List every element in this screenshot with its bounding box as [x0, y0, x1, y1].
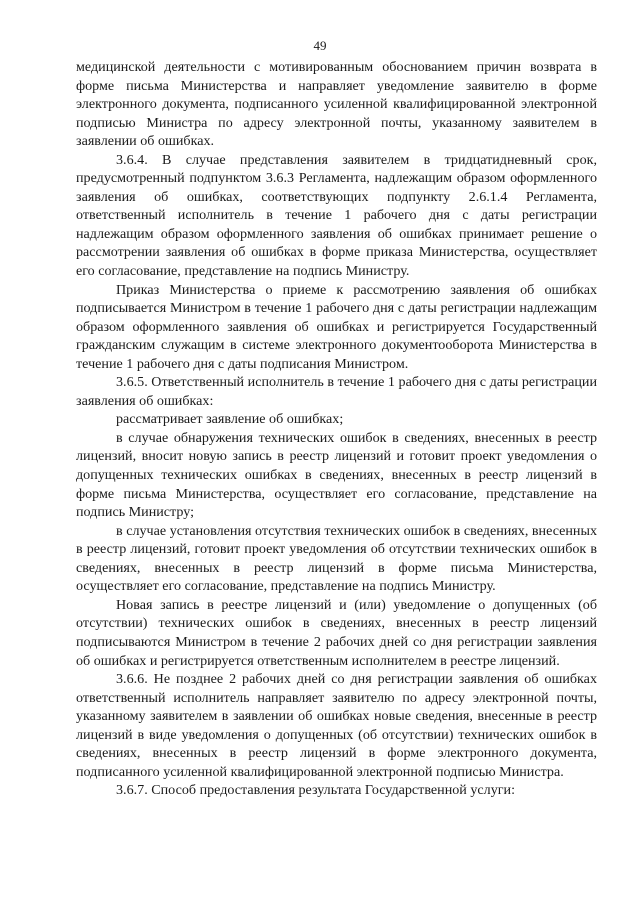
- paragraph: в случае обнаружения технических ошибок в сведениях, внесенных в реестр лицензий, вносит новую запись в реестр лицензий и готовит проект уведомления о допущенных технических ошибках в сведениях, внесенных в реестр лицензий в форме письма Министерства, осуществляет его согласование, представление на подпись Министру;: [76, 429, 597, 521]
- document-body: [76, 58, 597, 800]
- paragraph: 3.6.5. Ответственный исполнитель в течение 1 рабочего дня с даты регистрации заявления об ошибках:: [76, 374, 597, 409]
- paragraph: рассматривает заявление об ошибках;: [116, 411, 344, 428]
- paragraph: 3.6.7. Способ предоставления результата Государственной услуги:: [116, 782, 515, 799]
- paragraph: Приказ Министерства о приеме к рассмотрению заявления об ошибках подписывается Министром в течение 1 рабочего дня с даты регистрации надлежащим образом оформленного заявления об ошибках и регистрируется Государственный гражданским служащим в системе электронного документооборота Министерства в течение 1 рабочего дня с даты подписания Министром.: [76, 281, 597, 372]
- paragraph: медицинской деятельности с мотивированным обоснованием причин возврата в форме письма Министерства и направляет уведомление заявителю в форме электронного документа, подписанного усиленной квалифицированной электронной подписью Министра по адресу электронной почты, указанному заявителем в заявлении об ошибках.: [76, 59, 597, 150]
- paragraph: в случае установления отсутствия технических ошибок в сведениях, внесенных в реестр лицензий, готовит проект уведомления об отсутствии технических ошибок в сведениях, внесенных в реестр лицензий в форме письма Министерства, осуществляет его согласование, представление на подпись Министру.: [76, 522, 597, 595]
- paragraph: 3.6.6. Не позднее 2 рабочих дней со дня регистрации заявления об ошибках ответственный исполнитель направляет заявителю по адресу электронной почты, указанному заявителем в заявлении об ошибках новые сведения, внесенные в реестр лицензий в виде уведомления о допущенных (об отсутствии) технических ошибок в сведениях, внесенных в реестр лицензий в форме электронного документа, подписанного усиленной квалифицированной электронной подписью Министра.: [76, 671, 597, 780]
- paragraph: Новая запись в реестре лицензий и (или) уведомление о допущенных (об отсутствии) технических ошибок в сведениях, внесенных в реестр лицензий подписываются Министром в течение 2 рабочих дней со дня регистрации заявления об ошибках и регистрируется ответственным исполнителем в реестре лицензий.: [76, 596, 597, 669]
- paragraph: 3.6.4. В случае представления заявителем в тридцатидневный срок, предусмотренный подпунктом 3.6.3 Регламента, надлежащим образом оформленного заявления об ошибках, соответствующих подпункту 2.6.1.4 Регламента, ответственный исполнитель в течение 1 рабочего дня с даты регистрации надлежащим образом оформленного заявления об ошибках принимает решение о рассмотрении заявления об ошибках в форме приказа Министерства, осуществляет его согласование, представление на подпись Министру.: [76, 151, 597, 280]
- page-number: 49: [313, 38, 327, 53]
